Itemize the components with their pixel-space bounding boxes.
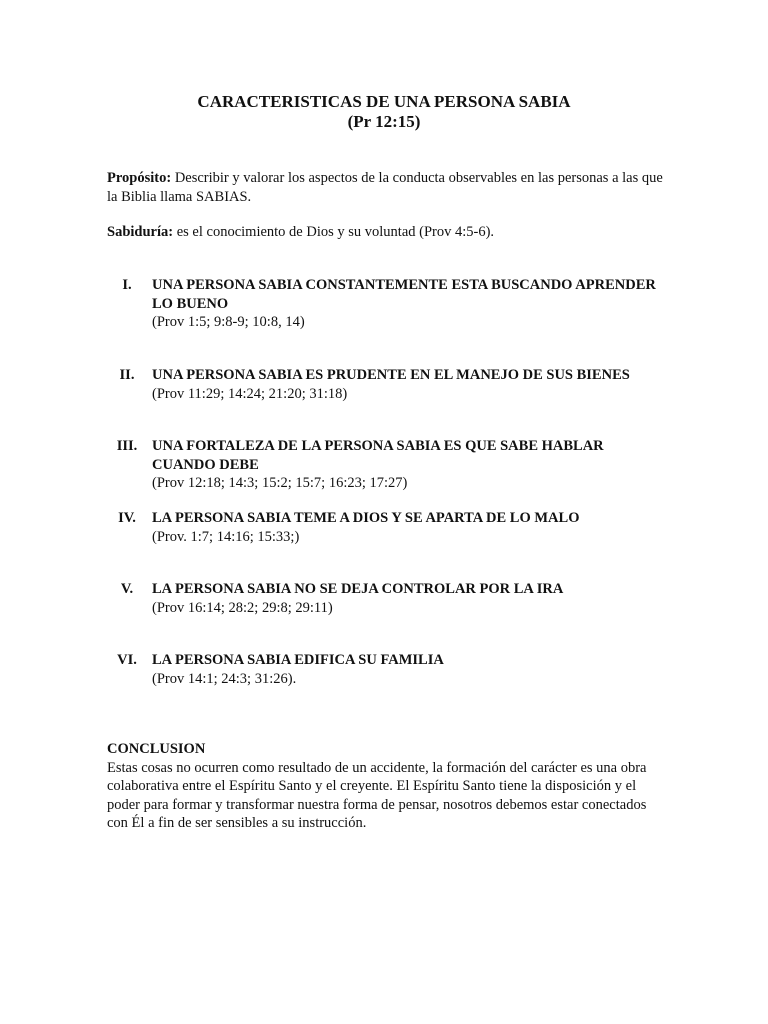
item-heading: LA PERSONA SABIA EDIFICA SU FAMILIA <box>152 652 444 668</box>
sabiduria-paragraph <box>107 223 667 242</box>
sabiduria-label: Sabiduría: <box>107 224 174 240</box>
item-reference: (Prov 12:18; 14:3; 15:2; 15:7; 16:23; 17:27) <box>152 475 408 491</box>
item-heading: LA PERSONA SABIA TEME A DIOS Y SE APARTA DE LO MALO <box>152 510 580 526</box>
item-reference: (Prov 16:14; 28:2; 29:8; 29:11) <box>152 599 333 616</box>
item-number: IV. <box>118 510 136 526</box>
title-reference: (Pr 12:15) <box>347 112 421 131</box>
item-heading: UNA PERSONA SABIA ES PRUDENTE EN EL MANEJO DE SUS BIENES <box>152 367 630 383</box>
item-reference: (Prov 1:5; 9:8-9; 10:8, 14) <box>152 314 305 330</box>
proposito-paragraph <box>107 169 667 206</box>
item-number: V. <box>120 581 134 597</box>
item-reference: (Prov 11:29; 14:24; 21:20; 31:18) <box>152 385 348 402</box>
item-number: I. <box>122 277 132 293</box>
item-reference: (Prov. 1:7; 14:16; 15:33;) <box>152 528 300 545</box>
document-title <box>0 92 768 132</box>
sabiduria-text: es el conocimiento de Dios y su voluntad (Prov 4:5-6). <box>176 224 495 240</box>
proposito-label: Propósito: <box>107 170 172 186</box>
item-number: II. <box>119 367 135 383</box>
item-heading: LA PERSONA SABIA NO SE DEJA CONTROLAR POR LA IRA <box>152 581 564 597</box>
item-number: III. <box>116 438 138 454</box>
item-heading: UNA PERSONA SABIA CONSTANTEMENTE ESTA BUSCANDO APRENDER LO BUENO <box>152 277 656 312</box>
item-heading: UNA FORTALEZA DE LA PERSONA SABIA ES QUE SABE HABLAR CUANDO DEBE <box>152 438 604 473</box>
conclusion-text: Estas cosas no ocurren como resultado de un accidente, la formación del carácter es una obra colaborativa entre el Espíritu Santo y el creyente. El Espíritu Santo tiene la disposición y el poder para formar y transformar nuestra forma de pensar, nosotros debemos estar conectados con Él a fin de ser sensibles a su instrucción. <box>107 759 647 831</box>
title-line-1: CARACTERISTICAS DE UNA PERSONA SABIA <box>197 92 571 111</box>
item-reference: (Prov 14:1; 24:3; 31:26). <box>152 670 297 687</box>
proposito-text: Describir y valorar los aspectos de la conducta observables en las personas a las que la Biblia llama SABIAS. <box>107 170 663 205</box>
item-number: VI. <box>117 652 137 668</box>
conclusion-section <box>107 740 667 833</box>
conclusion-heading: CONCLUSION <box>107 741 206 757</box>
